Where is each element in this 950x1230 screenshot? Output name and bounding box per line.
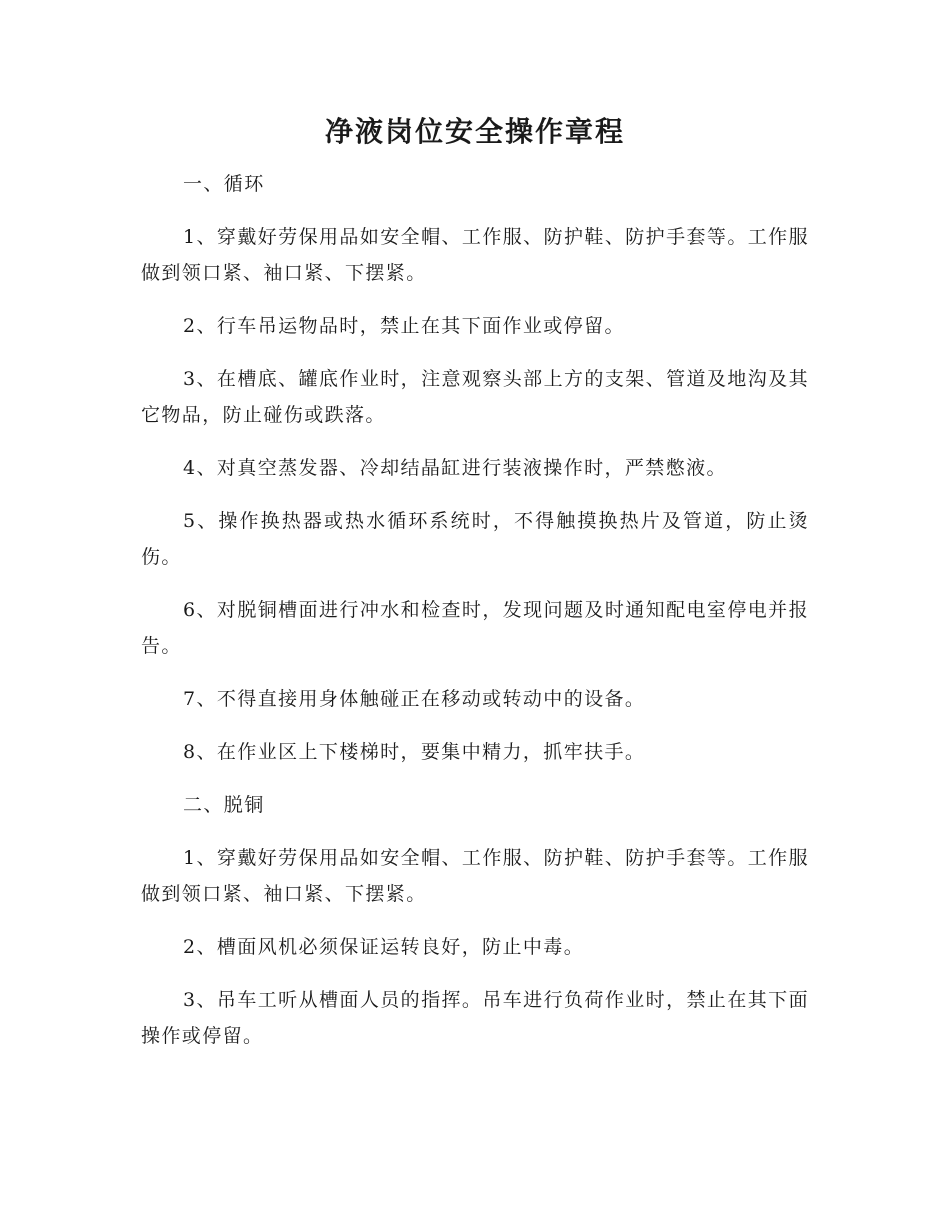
section-heading-circulation: 一、循环 bbox=[183, 173, 265, 195]
paragraph-circulation-6: 6、对脱铜槽面进行冲水和检查时，发现问题及时通知配电室停电并报告。 bbox=[141, 599, 809, 657]
section-heading-decopper: 二、脱铜 bbox=[183, 794, 265, 816]
paragraph-decopper-3: 3、吊车工听从槽面人员的指挥。吊车进行负荷作业时，禁止在其下面操作或停留。 bbox=[141, 989, 809, 1047]
paragraph-circulation-3: 3、在槽底、罐底作业时，注意观察头部上方的支架、管道及地沟及其它物品，防止碰伤或跌落。 bbox=[141, 368, 809, 426]
paragraph-circulation-8: 8、在作业区上下楼梯时，要集中精力，抓牢扶手。 bbox=[183, 741, 646, 763]
paragraph-decopper-1: 1、穿戴好劳保用品如安全帽、工作服、防护鞋、防护手套等。工作服做到领口紧、袖口紧、下摆紧。 bbox=[141, 847, 809, 905]
paragraph-circulation-7: 7、不得直接用身体触碰正在移动或转动中的设备。 bbox=[183, 688, 646, 710]
paragraph-circulation-5: 5、操作换热器或热水循环系统时，不得触摸换热片及管道，防止烫伤。 bbox=[141, 510, 809, 568]
paragraph-circulation-4: 4、对真空蒸发器、冷却结晶缸进行装液操作时，严禁憋液。 bbox=[183, 457, 727, 479]
paragraph-circulation-1: 1、穿戴好劳保用品如安全帽、工作服、防护鞋、防护手套等。工作服做到领口紧、袖口紧、下摆紧。 bbox=[141, 226, 809, 284]
paragraph-decopper-2: 2、槽面风机必须保证运转良好，防止中毒。 bbox=[183, 936, 585, 958]
document-title: 净液岗位安全操作章程 bbox=[324, 115, 625, 148]
paragraph-circulation-2: 2、行车吊运物品时，禁止在其下面作业或停留。 bbox=[183, 315, 625, 337]
